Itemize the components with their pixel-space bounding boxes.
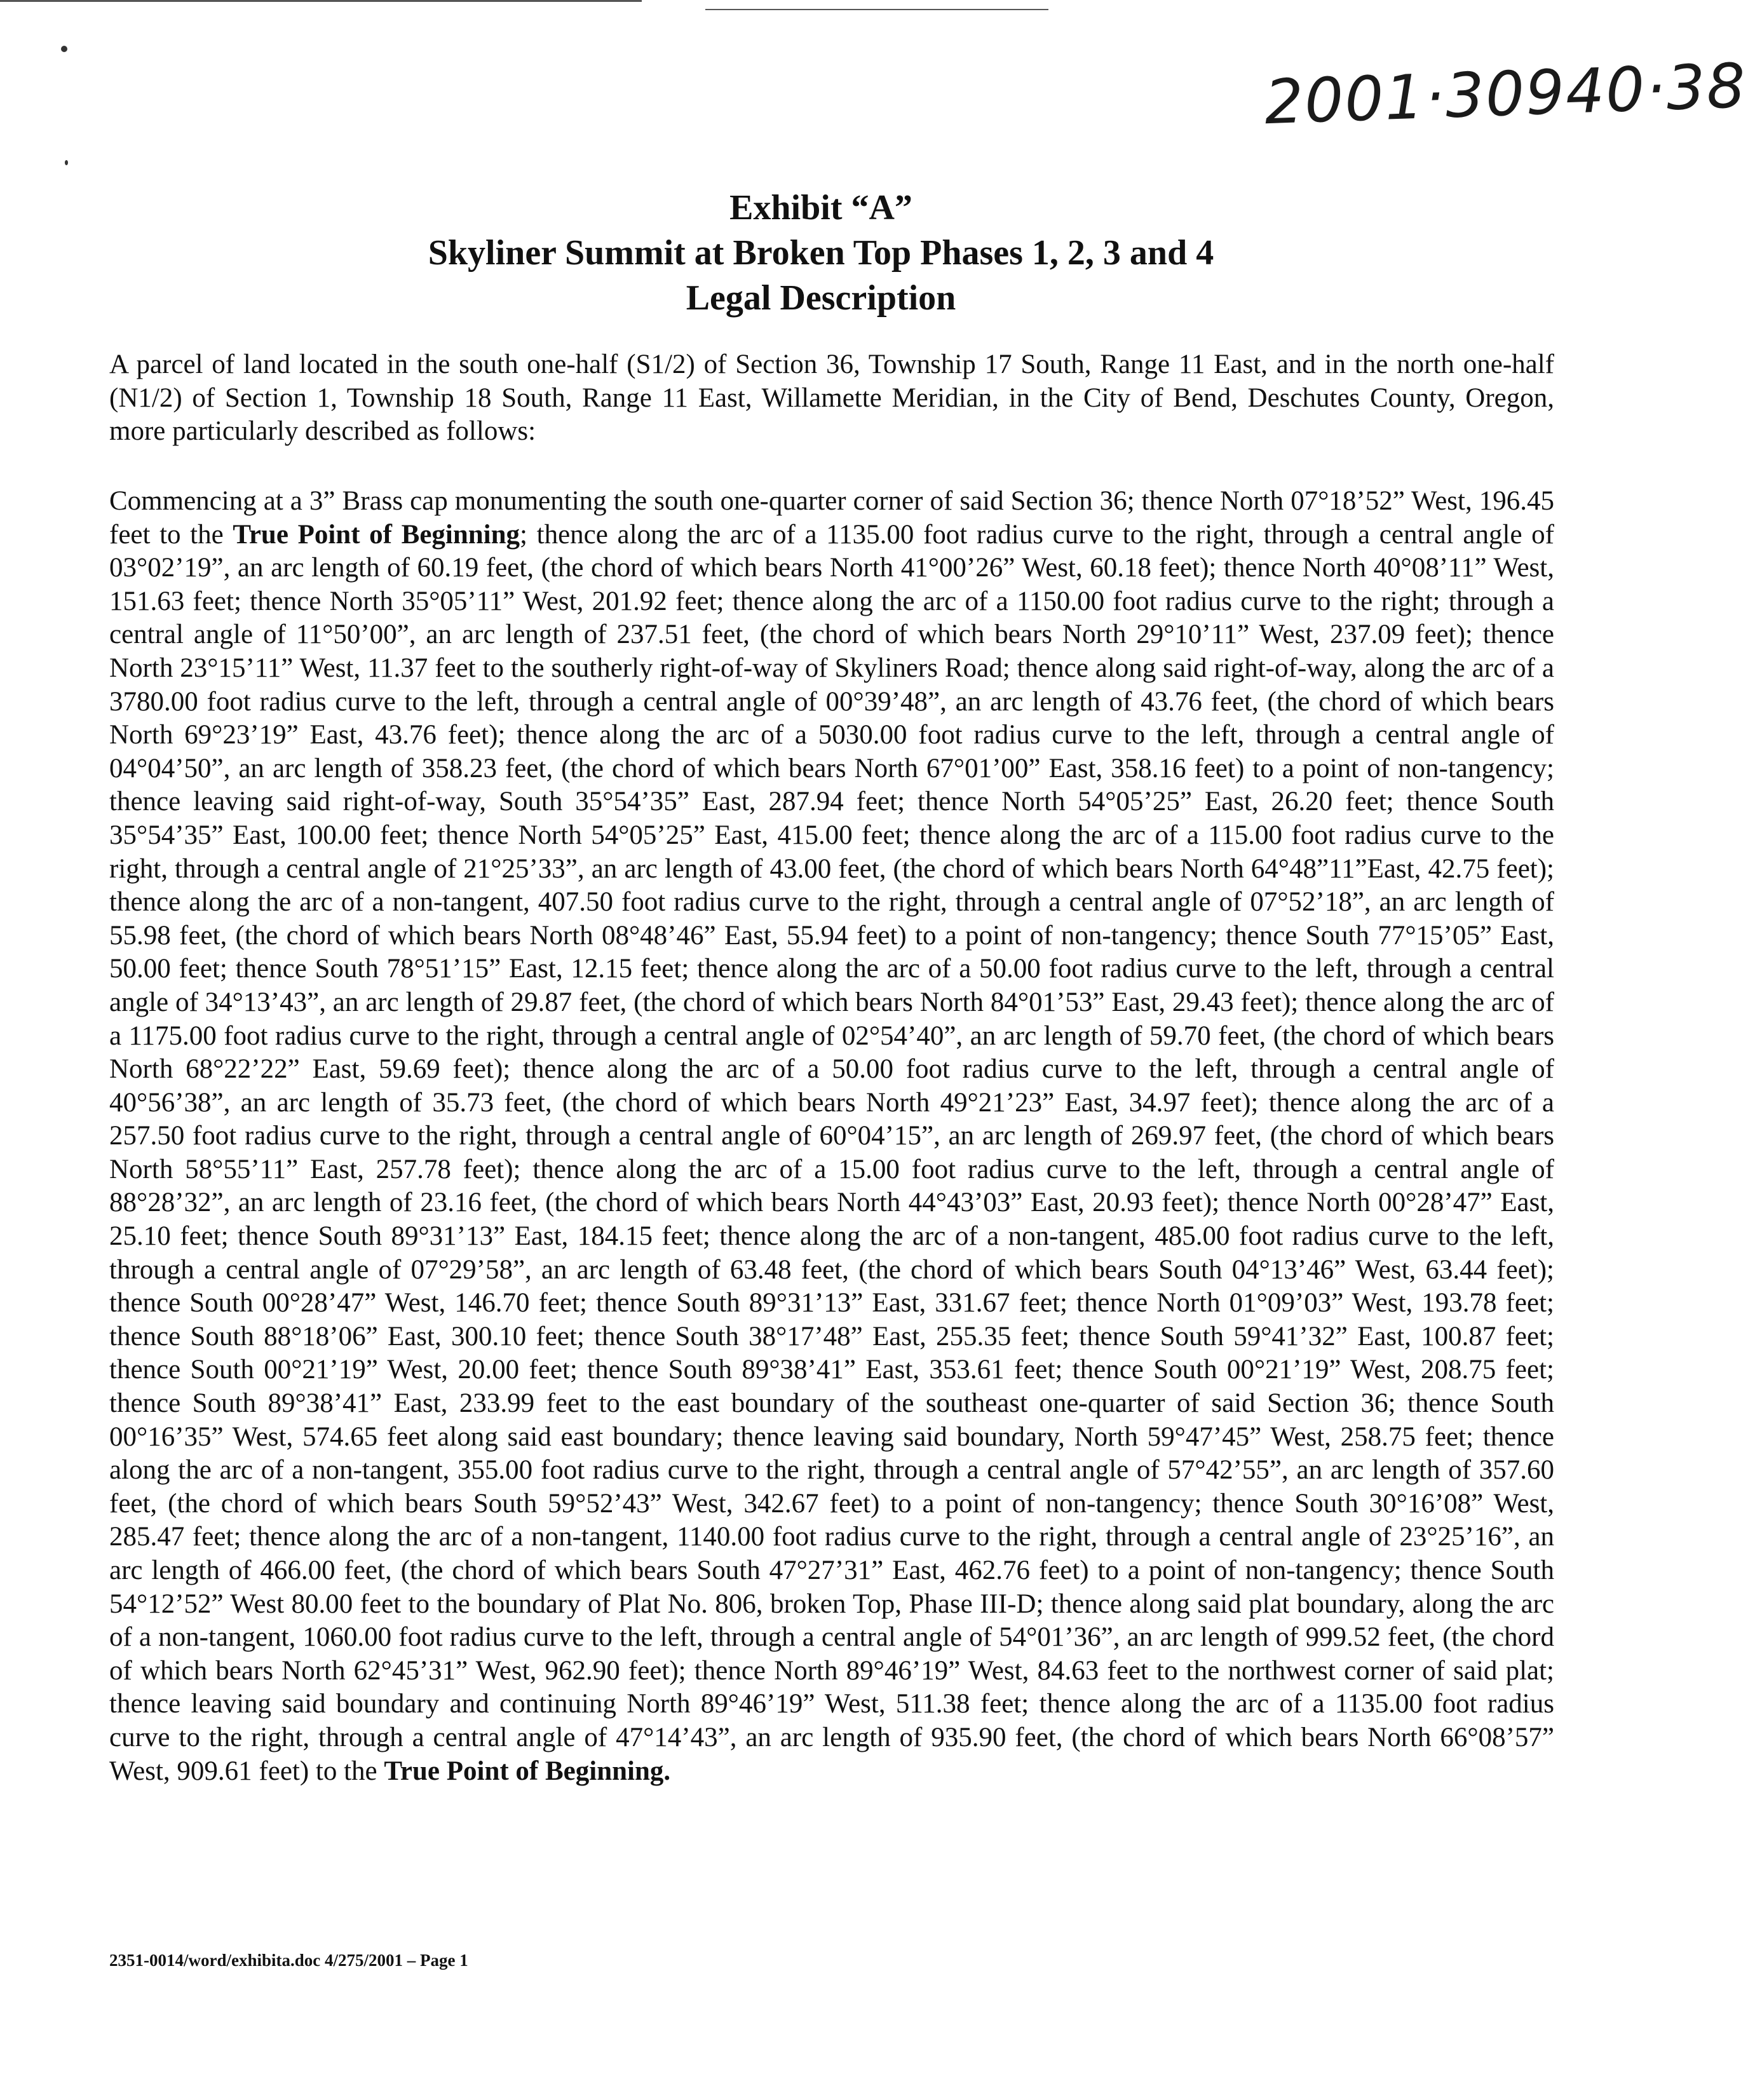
true-point-of-beginning: True Point of Beginning [233,519,520,550]
description-body: ; thence along the arc of a 1135.00 foot radius curve to the right, through a central angle of 03°02’19”, an arc length of 60.19 feet, (the chord of which bears North 41°00’26” West, 60.18 feet); thence North 40°08’11” West, 151.63 feet; thence North 35°05’11” West, 201.92 feet; thence along the arc of a 1150.00 foot radius curve to the right; through a central angle of 11°50’00”, an arc length of 237.51 feet, (the chord of which bears North 29°10’11” West, 237.09 feet); thence North 23°15’11” West, 11.37 feet to the southerly right-of-way of Skyliners Road; thence along said right-of-way, along the arc of a 3780.00 foot radius curve to the left, through a central angle of 00°39’48”, an arc length of 43.76 feet, (the chord of which bears North 69°23’19” East, 43.76 feet); thence along the arc of a 5030.00 foot radius curve to the left, through a central angle of 04°04’50”, an arc length of 358.23 feet, (the chord of which bears North 67°01’00” East, 358.16 feet) to a point of non-tangency; thence leaving said right-of-way, South 35°54’35” East, 287.94 feet; thence North 54°05’25” East, 26.20 feet; thence South 35°54’35” East, 100.00 feet; thence North 54°05’25” East, 415.00 feet; thence along the arc of a 115.00 foot radius curve to the right, through a central angle of 21°25’33”, an arc length of 43.00 feet, (the chord of which bears North 64°48”11”East, 42.75 feet); thence along the arc of a non-tangent, 407.50 foot radius curve to the right, through a central angle of 07°52’18”, an arc length of 55.98 feet, (the chord of which bears North 08°48’46” East, 55.94 feet) to a point of non-tangency; thence South 77°15’05” East, 50.00 feet; thence South 78°51’15” East, 12.15 feet; thence along the arc of a 50.00 foot radius curve to the left, through a central angle of 34°13’43”, an arc length of 29.87 feet, (the chord of which bears North 84°01’53” East, 29.43 feet); thence along the arc of a 1175.00 foot radius curve to the right, through a central angle of 02°54’40”, an arc length of 59.70 feet, (the chord of which bears North 68°22’22” East, 59.69 feet); thence along the arc of a 50.00 foot radius curve to the left, through a central angle of 40°56’38”, an arc length of 35.73 feet, (the chord of which bears North 49°21’23” East, 34.97 feet); thence along the arc of a 257.50 foot radius curve to the right, through a central angle of 60°04’15”, an arc length of 269.97 feet, (the chord of which bears North 58°55’11” East, 257.78 feet); thence along the arc of a 15.00 foot radius curve to the left, through a central angle of 88°28’32”, an arc length of 23.16 feet, (the chord of which bears North 44°43’03” East, 20.93 feet); thence North 00°28’47” East, 25.10 feet; thence South 89°31’13” East, 184.15 feet; thence along the arc of a non-tangent, 485.00 foot radius curve to the left, through a central angle of 07°29’58”, an arc length of 63.48 feet, (the chord of which bears South 04°13’46” West, 63.44 feet); thence South 00°28’47” West, 146.70 feet; thence South 89°31’13” East, 331.67 feet; thence North 01°09’03” West, 193.78 feet; thence South 88°18’06” East, 300.10 feet; thence South 38°17’48” East, 255.35 feet; thence South 59°41’32” East, 100.87 feet; thence South 00°21’19” West, 20.00 feet; thence South 89°38’41” East, 353.61 feet; thence South 00°21’19” West, 208.75 feet; thence South 89°38’41” East, 233.99 feet to the east boundary of the southeast one-quarter of said Section 36; thence South 00°16’35” West, 574.65 feet along said east boundary; thence leaving said boundary, North 59°47’45” West, 258.75 feet; thence along the arc of a non-tangent, 355.00 foot radius curve to the right, through a central angle of 57°42’55”, an arc length of 357.60 feet, (the chord of which bears South 59°52’43” West, 342.67 feet) to a point of non-tangency; thence South 30°16’08” West, 285.47 feet; thence along the arc of a non-tangent, 1140.00 foot radius curve to the right, through a central angle of 23°25’16”, an arc length of 466.00 feet, (the chord of which bears South 47°27’31” East, 462.76 feet) to a point of non-tangency; thence South 54°12’52” West 80.00 feet to the boundary of Plat No. 806, broken Top, Phase III-D; thence along said plat boundary, along the arc of a non-tangent, 1060.00 foot radius curve to the left, through a central angle of 54°01’36”, an arc length of 999.52 feet, (the chord of which bears North 62°45’31” West, 962.90 feet); thence North 89°46’19” West, 84.63 feet to the northwest corner of said plat; thence leaving said boundary and continuing North 89°46’19” West, 511.38 feet; thence along the arc of a 1135.00 foot radius curve to the right, through a central angle of 47°14’43”, an arc length of 935.90 feet, (the chord of which bears North 66°08’57” West, 909.61 feet) to the [109,519,1554,1786]
title-exhibit: Exhibit “A” [729,188,912,227]
scan-artifact-dot [65,160,68,165]
title-legal-description: Legal Description [686,278,956,318]
true-point-of-beginning-end: True Point of Beginning. [384,1756,671,1786]
description-start: Commencing at a 3” Brass cap monumenting the south one-quarter corner of said Section 36; thence North 07°18’52” West, 196.45 feet to the [109,486,1554,550]
scan-artifact-line [705,9,1048,10]
scan-artifact-dot [61,46,67,52]
handwritten-document-number: 2001·30940·38 [1263,50,1748,139]
scan-artifact-line [0,0,642,2]
title-project-name: Skyliner Summit at Broken Top Phases 1, 2, 3 and 4 [428,233,1214,273]
intro-paragraph: A parcel of land located in the south one-half (S1/2) of Section 36, Township 17 South, Range 11 East, and in the north one-half (N1/2) of Section 1, Township 18 South, Range 11 East, Willamette Meridian, in the City of Bend, Deschutes County, Oregon, more particularly described as follows: [109,349,1554,447]
footer-file-reference: 2351-0014/word/exhibita.doc 4/275/2001 – Page 1 [109,1951,468,1970]
document-title [0,186,1642,321]
description-paragraph [109,485,1554,1788]
